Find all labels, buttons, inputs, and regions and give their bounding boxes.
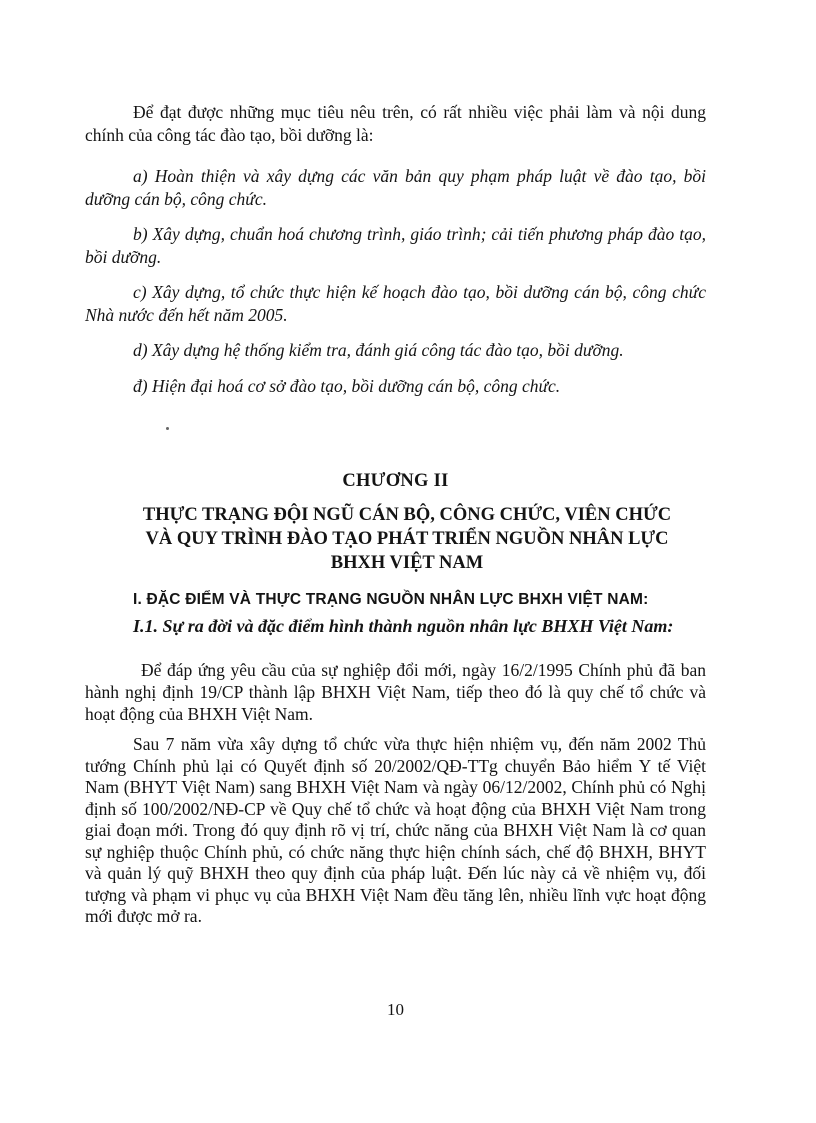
body-paragraph-2: Sau 7 năm vừa xây dựng tổ chức vừa thực hiện nhiệm vụ, đến năm 2002 Thủ tướng Chính phủ lại có Quyết định số 20/2002/QĐ-TTg chuyển Bảo hiểm Y tế Việt Nam (BHYT Việt Nam) sang BHXH Việt Nam và ngày 06/12/2002, Chính phủ có Nghị định số 100/2002/NĐ-CP về Quy chế tổ chức và hoạt động của BHXH Việt Nam trong giai đoạn mới. Trong đó quy định rõ vị trí, chức năng của BHXH Việt Nam là cơ quan sự nghiệp thuộc Chính phủ, có chức năng thực hiện chính sách, chế độ BHXH, BHYT và quản lý quỹ BHXH theo quy định của pháp luật. Đến lúc này cả về nhiệm vụ, đối tượng và phạm vi phục vụ của BHXH Việt Nam đều tăng lên, nhiều lĩnh vực hoạt động mới được mở ra. — [85, 734, 706, 926]
task-item-dd: đ) Hiện đại hoá cơ sở đào tạo, bồi dưỡng cán bộ, công chức. — [133, 376, 561, 396]
subsection-heading: I.1. Sự ra đời và đặc điểm hình thành nguồn nhân lực BHXH Việt Nam: — [133, 616, 674, 636]
chapter-title — [85, 503, 729, 575]
body-paragraph-1: Để đáp ứng yêu cầu của sự nghiệp đổi mới, ngày 16/2/1995 Chính phủ đã ban hành nghị định 19/CP thành lập BHXH Việt Nam, tiếp theo đó là quy chế tổ chức và hoạt động của BHXH Việt Nam. — [85, 660, 706, 724]
task-item-d: d) Xây dựng hệ thống kiểm tra, đánh giá công tác đào tạo, bồi dưỡng. — [133, 340, 624, 360]
task-item-c: c) Xây dựng, tổ chức thực hiện kế hoạch đào tạo, bồi dưỡng cán bộ, công chức Nhà nước đến hết năm 2005. — [85, 282, 706, 325]
page-number: 10 — [387, 1000, 404, 1019]
chapter-title-line-1: THỰC TRẠNG ĐỘI NGŨ CÁN BỘ, CÔNG CHỨC, VIÊN CHỨC — [142, 505, 672, 525]
chapter-title-line-3: BHXH VIỆT NAM — [330, 553, 484, 573]
chapter-number: CHƯƠNG II — [342, 471, 449, 491]
intro-paragraph: Để đạt được những mục tiêu nêu trên, có rất nhiều việc phải làm và nội dung chính của công tác đào tạo, bồi dưỡng là: — [85, 102, 706, 145]
task-item-b: b) Xây dựng, chuẩn hoá chương trình, giáo trình; cải tiến phương pháp đào tạo, bồi dưỡng. — [85, 224, 706, 267]
scan-speck — [166, 427, 169, 430]
task-item-a: a) Hoàn thiện và xây dựng các văn bản quy phạm pháp luật về đào tạo, bồi dưỡng cán bộ, công chức. — [85, 166, 706, 209]
section-heading: I. ĐẶC ĐIỂM VÀ THỰC TRẠNG NGUỒN NHÂN LỰC BHXH VIỆT NAM: — [133, 591, 649, 608]
chapter-title-line-2: VÀ QUY TRÌNH ĐÀO TẠO PHÁT TRIỂN NGUỒN NHÂN LỰC — [145, 529, 669, 549]
